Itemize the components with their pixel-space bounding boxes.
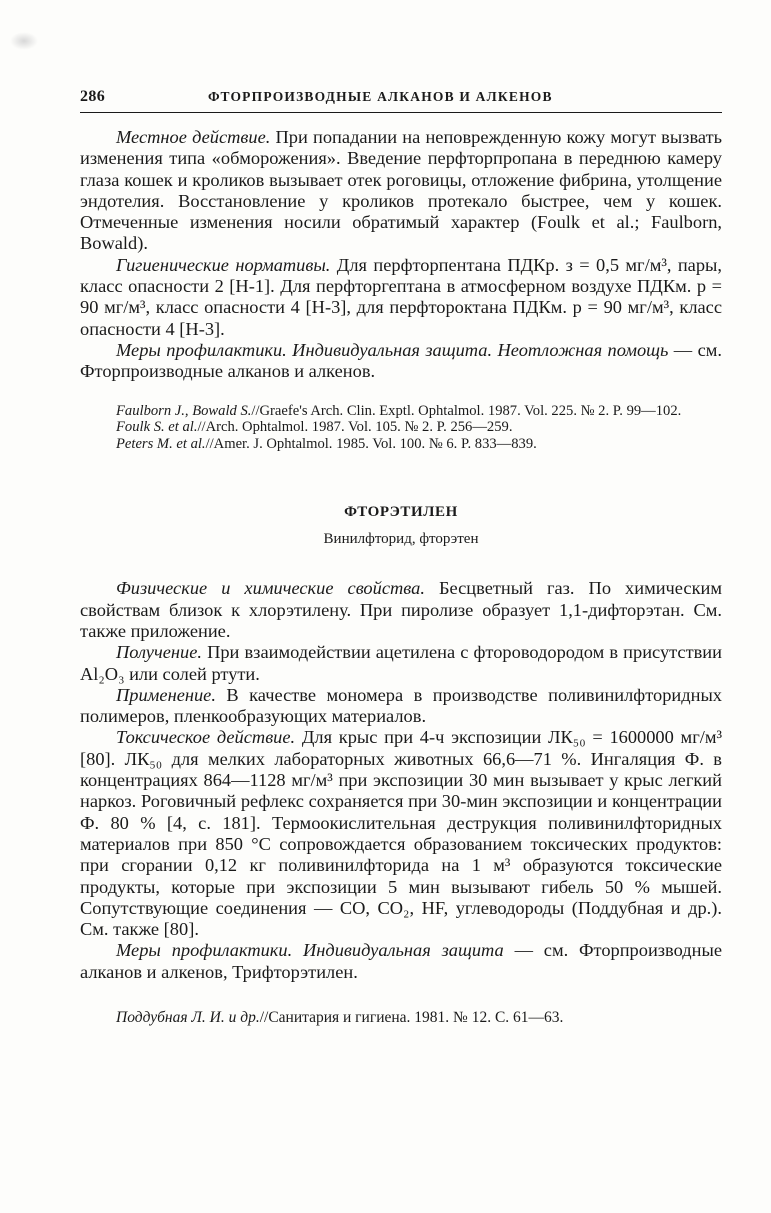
paragraph-text: Для крыс при 4-ч экспозиции ЛК₅₀ = 1600000 мг/м³ [80]. ЛК₅₀ для мелких лабораторных животных 66,6—71 %. Ингаляция Ф. в концентрациях 864—1128 мг/м³ при экспозиции 30 мин вызывает у крыс легкий наркоз. Роговичный рефлекс сохраняется при 30-мин экспозиции и концентрации Ф. 80 % [4, с. 181]. Термоокислительная деструкция поливинилфторидных материалов при 850 °С сопровождается образованием токсических продуктов: при сгорании 0,12 кг поливинилфторида на 1 м³ образуются токсические продукты, которые при экспозиции 5 мин вызывают гибель 50 % мышей. Сопутствующие соединения — CO, CO₂, HF, углеводороды (Поддубная и др.). См. также [80]. bbox=[80, 727, 722, 940]
paragraph-text: При попадании на неповрежденную кожу могут вызвать изменения типа «обморожения». Введение перфторпропана в переднюю камеру глаза кошек и кроликов вызывает отек роговицы, отложение фибрина, утолщение эндотелия. Восстановление у кроликов протекало быстрее, чем у кошек. Отмеченные изменения носили обратимый характер (Foulk et al.; Faulborn, Bowald). bbox=[80, 127, 723, 254]
running-header bbox=[80, 88, 722, 113]
intro-text bbox=[80, 127, 722, 383]
paragraph-application bbox=[80, 685, 722, 728]
reference-source: //Amer. J. Ophtalmol. 1985. Vol. 100. № 6. P. 833—839. bbox=[205, 435, 537, 452]
paragraph-text: При взаимодействии ацетилена с фтороводородом в присутствии Al₂O₃ или солей ртути. bbox=[80, 642, 722, 684]
paragraph-local-action bbox=[80, 127, 722, 255]
section-title: ФТОРЭТИЛЕН bbox=[344, 504, 458, 521]
section-text bbox=[80, 578, 722, 983]
paragraph-hygiene-norms bbox=[80, 255, 722, 340]
paragraph-text: — см. Фторпроизводные алканов и алкенов. bbox=[80, 339, 722, 382]
reference-list bbox=[80, 403, 722, 453]
book-page bbox=[80, 88, 722, 1027]
reference-author: Peters M. et al. bbox=[116, 435, 206, 452]
paragraph-prevention bbox=[80, 340, 722, 383]
paragraph-lead: Местное действие. bbox=[116, 127, 271, 147]
paragraph-lead: Получение. bbox=[116, 642, 202, 663]
reference-author: Foulk S. et al. bbox=[116, 419, 198, 436]
reference-author: Поддубная Л. И. и др. bbox=[116, 1008, 260, 1026]
paragraph-text: В качестве мономера в производстве поливинилфторидных полимеров, пленкообразующих материалов. bbox=[80, 684, 722, 727]
paragraph-lead: Применение. bbox=[116, 684, 216, 705]
reference-author: Faulborn J., Bowald S. bbox=[116, 402, 252, 419]
paragraph-lead: Меры профилактики. Индивидуальная защита. Неотложная помощь bbox=[116, 339, 669, 360]
reference-source: //Санитария и гигиена. 1981. № 12. С. 61—63. bbox=[259, 1008, 564, 1026]
running-title: ФТОРПРОИЗВОДНЫЕ АЛКАНОВ И АЛКЕНОВ bbox=[208, 89, 553, 104]
paragraph-lead: Токсическое действие. bbox=[116, 727, 296, 748]
paragraph-properties bbox=[80, 578, 722, 642]
paragraph-text: Бесцветный газ. По химическим свойствам близок к хлорэтилену. При пиролизе образует 1,1-дифторэтан. См. также приложение. bbox=[80, 578, 723, 641]
paragraph-text: Для перфторпентана ПДКр. з = 0,5 мг/м³, пары, класс опасности 2 [Н-1]. Для перфторгептана в атмосферном воздухе ПДКм. р = 90 мг/м³, класс опасности 4 [Н-3], для перфтороктана ПДКм. р = 90 мг/м³, класс опасности 4 [Н-3]. bbox=[80, 254, 722, 339]
paragraph-lead: Физические и химические свойства. bbox=[116, 578, 425, 599]
paragraph-production bbox=[80, 642, 722, 685]
paragraph-prevention bbox=[80, 940, 722, 983]
reference-source: //Arch. Ophtalmol. 1987. Vol. 105. № 2. P. 256—259. bbox=[197, 419, 513, 436]
section-subtitle: Винилфторид, фторэтен bbox=[323, 531, 479, 548]
page-number: 286 bbox=[80, 88, 106, 105]
paragraph-toxic-action bbox=[80, 727, 722, 940]
reference-item bbox=[80, 403, 722, 420]
reference-item bbox=[80, 419, 722, 436]
paragraph-text: — см. Фторпроизводные алканов и алкенов, Трифторэтилен. bbox=[80, 940, 722, 982]
paragraph-lead: Меры профилактики. Индивидуальная защита bbox=[116, 940, 504, 961]
reference-item bbox=[80, 436, 722, 453]
scan-smudge bbox=[10, 32, 38, 50]
paragraph-lead: Гигиенические нормативы. bbox=[116, 254, 331, 275]
reference-source: //Graefe's Arch. Clin. Exptl. Ophtalmol. 1987. Vol. 225. № 2. P. 99—102. bbox=[251, 402, 682, 419]
section-reference bbox=[80, 1009, 722, 1027]
